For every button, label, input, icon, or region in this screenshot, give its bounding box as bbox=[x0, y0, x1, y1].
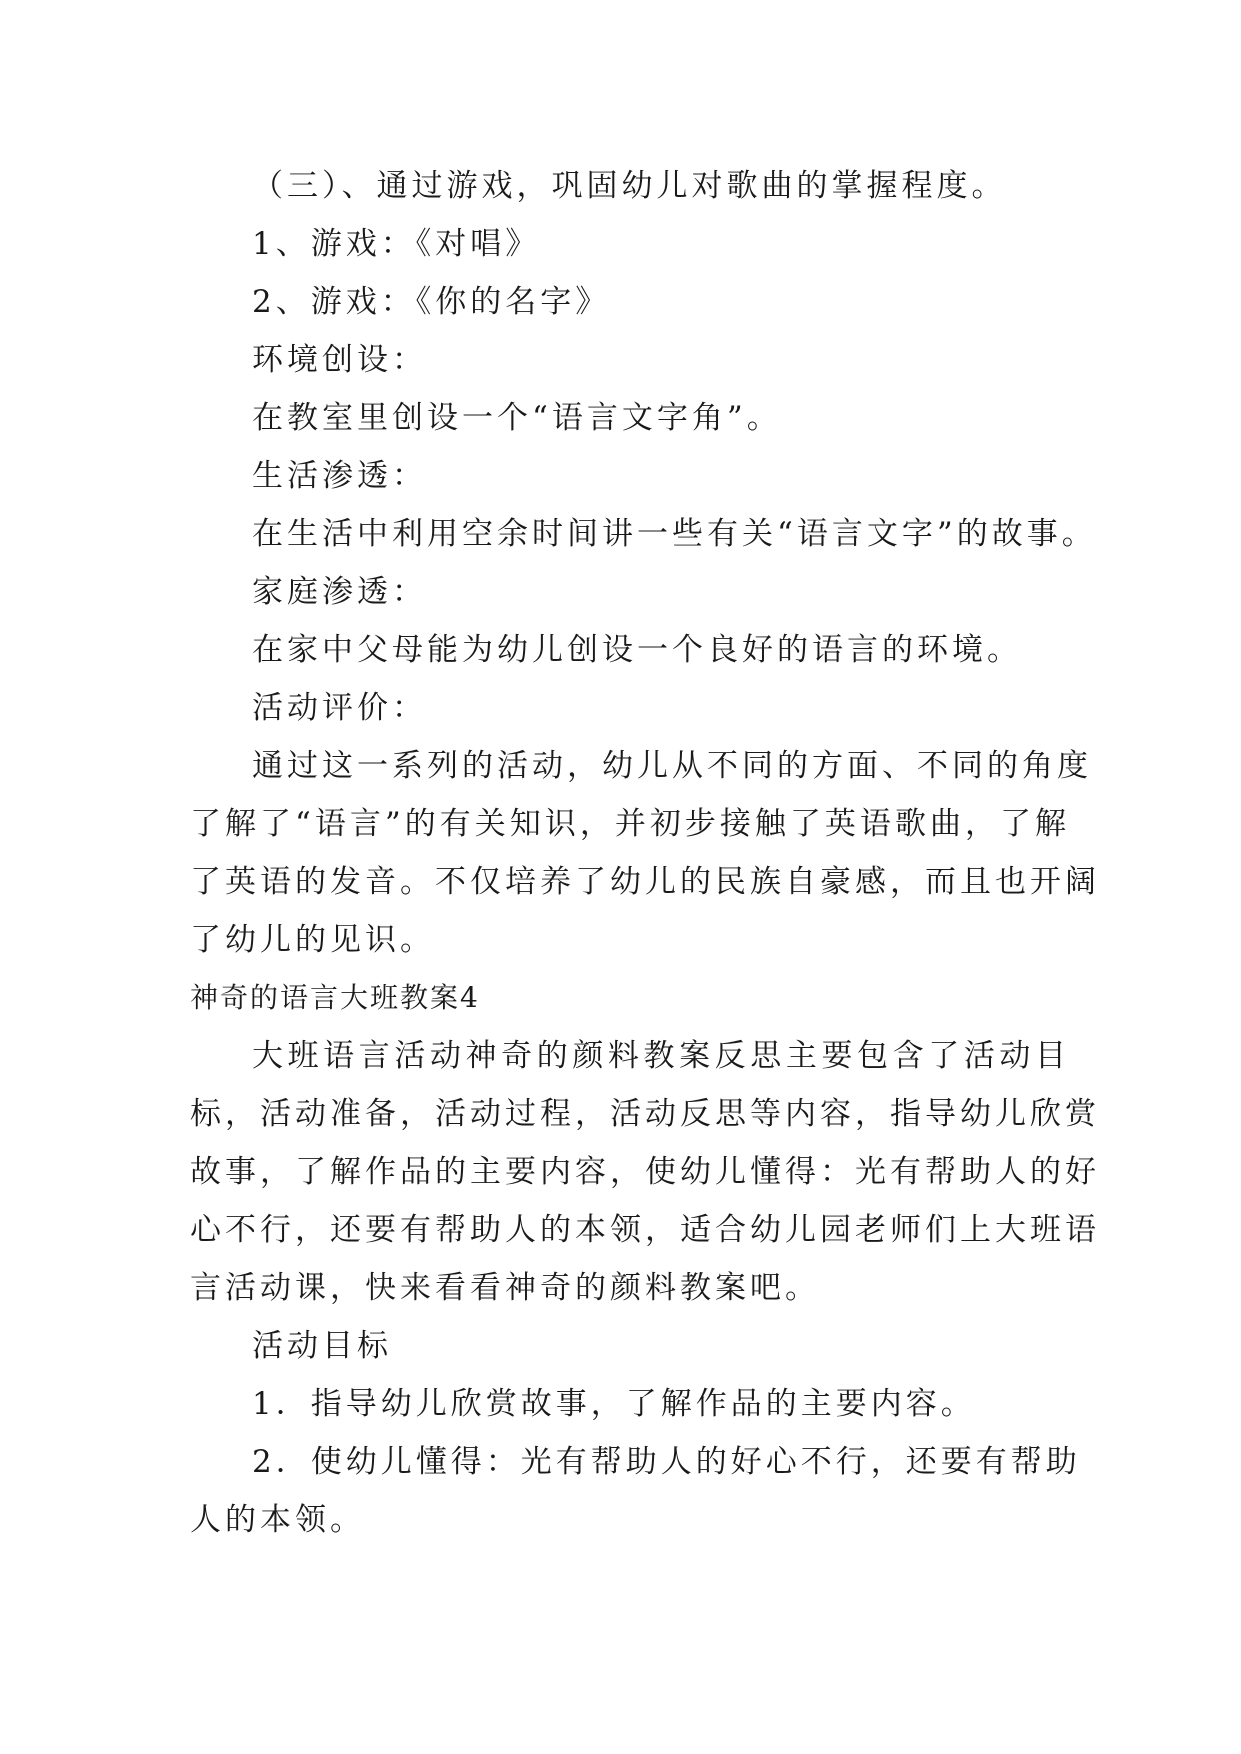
list-item-game-duet: 1、游戏：《对唱》 bbox=[252, 226, 541, 262]
paragraph-game-consolidation: （三）、通过游戏，巩固幼儿对歌曲的掌握程度。 bbox=[252, 168, 1007, 204]
paragraph-evaluation-line-2: 了解了“语言”的有关知识，并初步接触了英语歌曲，了解 bbox=[190, 806, 1070, 842]
list-item-objective-2-line-1: 2．使幼儿懂得：光有帮助人的好心不行，还要有帮助 bbox=[252, 1444, 1081, 1480]
section-title-lesson-4: 神奇的语言大班教案4 bbox=[190, 981, 480, 1014]
paragraph-evaluation-line-4: 了幼儿的见识。 bbox=[190, 922, 435, 958]
list-item-game-your-name: 2、游戏：《你的名字》 bbox=[252, 284, 611, 320]
section-label-evaluation: 活动评价： bbox=[252, 690, 427, 726]
list-item-objective-1: 1．指导幼儿欣赏故事，了解作品的主要内容。 bbox=[252, 1386, 976, 1422]
paragraph-intro-line-4: 心不行，还要有帮助人的本领，适合幼儿园老师们上大班语 bbox=[190, 1212, 1100, 1248]
paragraph-intro-line-3: 故事，了解作品的主要内容，使幼儿懂得：光有帮助人的好 bbox=[190, 1154, 1100, 1190]
section-label-family: 家庭渗透： bbox=[252, 574, 427, 610]
paragraph-family: 在家中父母能为幼儿创设一个良好的语言的环境。 bbox=[252, 632, 1022, 668]
section-label-life: 生活渗透： bbox=[252, 458, 427, 494]
section-label-environment: 环境创设： bbox=[252, 342, 427, 378]
paragraph-intro-line-2: 标，活动准备，活动过程，活动反思等内容，指导幼儿欣赏 bbox=[190, 1096, 1100, 1132]
paragraph-evaluation-line-3: 了英语的发音。不仅培养了幼儿的民族自豪感，而且也开阔 bbox=[190, 864, 1100, 900]
list-item-objective-2-line-2: 人的本领。 bbox=[190, 1502, 365, 1538]
paragraph-intro-line-1: 大班语言活动神奇的颜料教案反思主要包含了活动目 bbox=[252, 1038, 1070, 1074]
paragraph-evaluation-line-1: 通过这一系列的活动，幼儿从不同的方面、不同的角度 bbox=[252, 748, 1092, 784]
paragraph-life: 在生活中利用空余时间讲一些有关“语言文字”的故事。 bbox=[252, 516, 1097, 552]
paragraph-environment: 在教室里创设一个“语言文字角”。 bbox=[252, 400, 782, 436]
section-label-objectives: 活动目标 bbox=[252, 1328, 392, 1364]
paragraph-intro-line-5: 言活动课，快来看看神奇的颜料教案吧。 bbox=[190, 1270, 820, 1306]
